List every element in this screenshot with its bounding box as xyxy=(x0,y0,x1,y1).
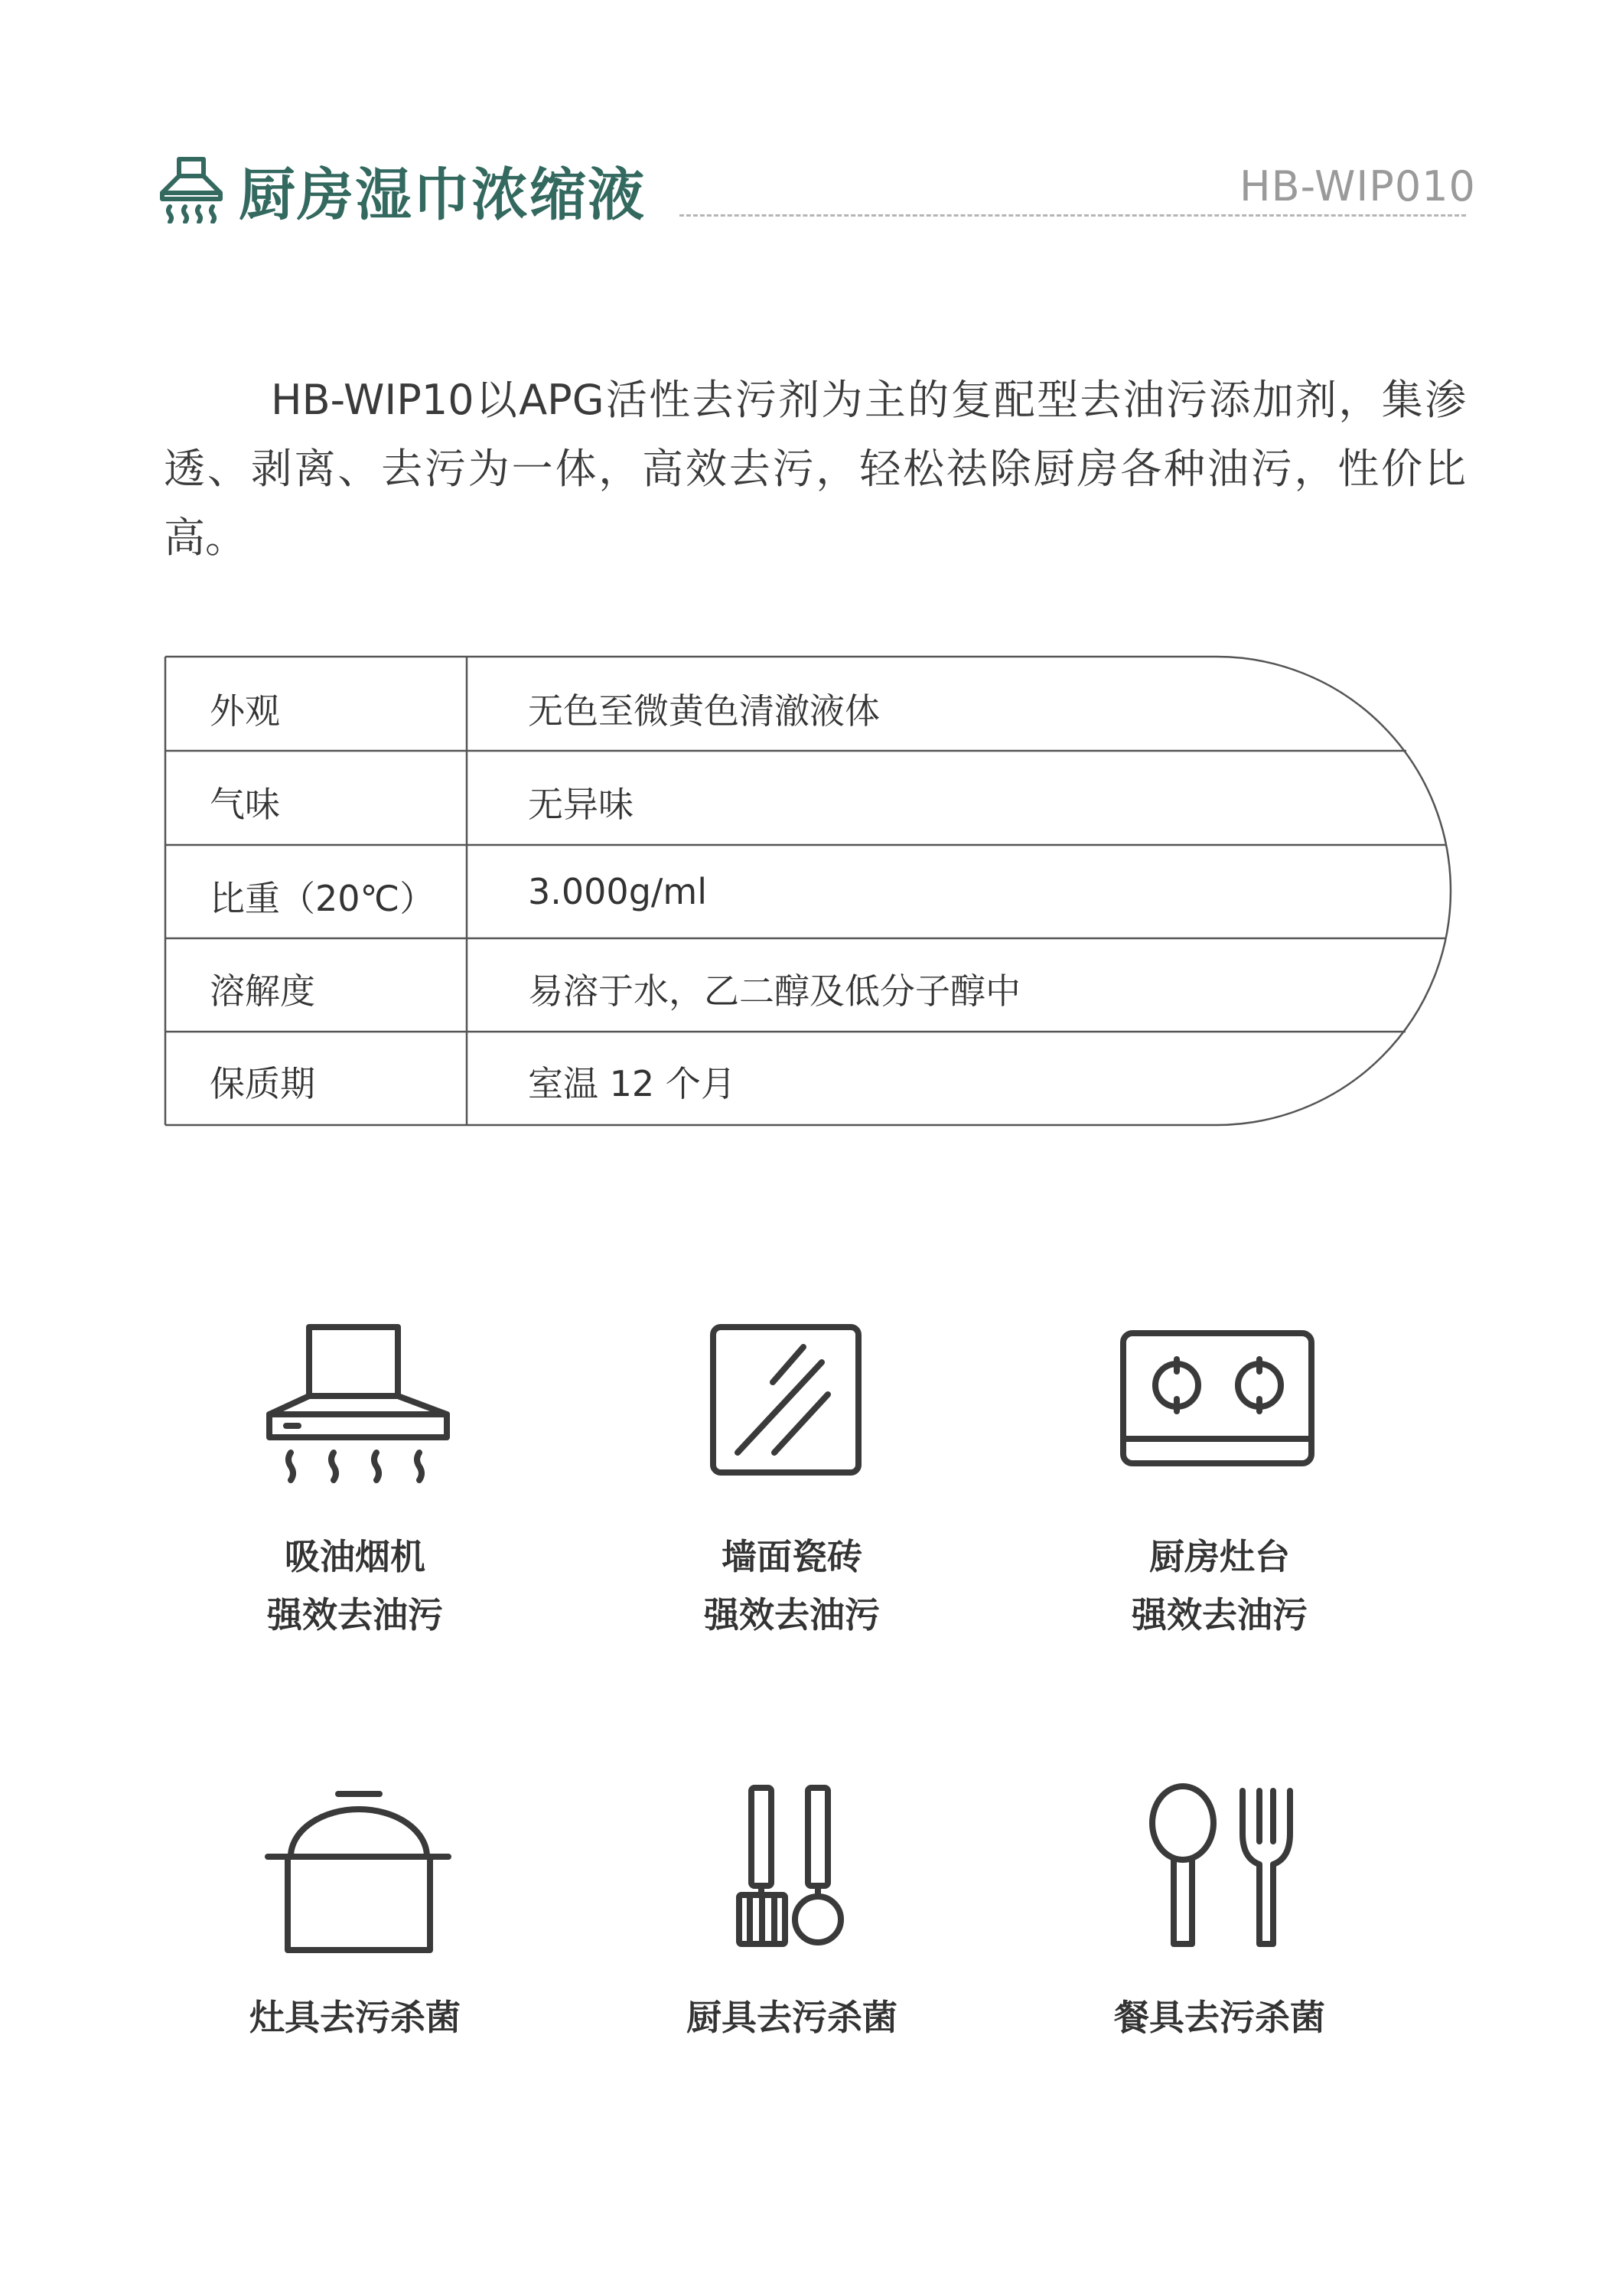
application-title: 墙面瓷砖 xyxy=(722,1536,862,1577)
product-description: HB-WIP10以APG活性去污剂为主的复配型去油污添加剂，集渗透、剥离、去污为一体，高效去污，轻松祛除厨房各种油污，性价比高。 xyxy=(164,376,1466,562)
spec-value-appearance: 无色至微黄色清澈液体 xyxy=(528,690,880,732)
spec-value-shelf-life: 室温 12 个月 xyxy=(528,1063,736,1104)
spec-value-density: 3.000g/ml xyxy=(528,871,707,912)
application-subtitle: 强效去油污 xyxy=(704,1594,880,1636)
spec-value-solubility: 易溶于水，乙二醇及低分子醇中 xyxy=(528,970,1021,1012)
application-title: 餐具去污杀菌 xyxy=(1114,1997,1325,2038)
spec-label-shelf-life: 保质期 xyxy=(210,1063,315,1104)
spec-label-odor: 气味 xyxy=(210,784,280,825)
spec-label-density: 比重（20℃） xyxy=(210,878,435,919)
application-title: 厨具去污杀菌 xyxy=(686,1997,897,2038)
application-subtitle: 强效去油污 xyxy=(267,1594,443,1636)
title-divider xyxy=(679,214,1466,217)
application-label-tableware xyxy=(1021,1988,1419,2047)
wall-tile-icon xyxy=(689,1316,895,1492)
application-label-range-hood xyxy=(156,1528,554,1644)
application-subtitle: 强效去油污 xyxy=(1132,1594,1308,1636)
range-hood-icon xyxy=(252,1316,459,1492)
application-label-utensils xyxy=(593,1988,991,2047)
spec-label-appearance: 外观 xyxy=(210,690,280,732)
application-title: 吸油烟机 xyxy=(285,1536,425,1577)
spec-label-solubility: 溶解度 xyxy=(210,970,315,1012)
gas-stove-icon xyxy=(1116,1316,1322,1492)
cooking-pot-icon xyxy=(252,1780,459,1956)
spoon-fork-icon xyxy=(1116,1780,1322,1956)
spec-value-odor: 无异味 xyxy=(528,784,634,825)
page-title: 厨房湿巾浓缩液 xyxy=(239,162,646,228)
range-hood-icon xyxy=(156,153,226,223)
application-title: 厨房灶台 xyxy=(1149,1536,1290,1577)
application-label-cookware xyxy=(156,1988,554,2047)
application-label-wall-tile xyxy=(593,1528,991,1644)
kitchen-utensils-icon xyxy=(689,1780,895,1956)
product-code: HB-WIP010 xyxy=(1239,162,1476,210)
application-label-gas-stove xyxy=(1021,1528,1419,1644)
application-title: 灶具去污杀菌 xyxy=(249,1997,461,2038)
